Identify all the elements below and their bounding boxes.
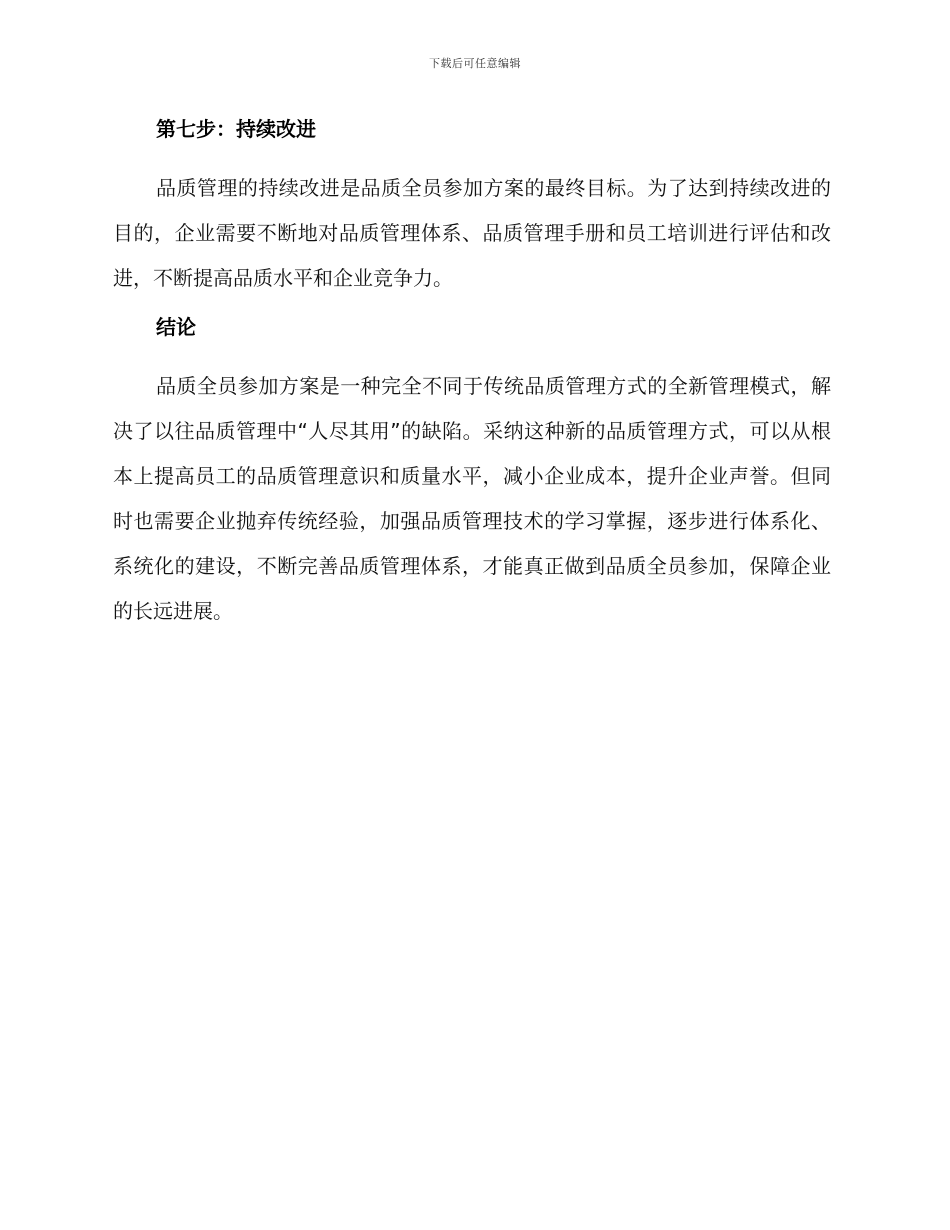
step7-paragraph: 品质管理的持续改进是品质全员参加方案的最终目标。为了达到持续改进的目的，企业需要不断地对品质管理体系、品质管理手册和员工培训进行评估和改进，不断提高品质水平和企业竞争力。 xyxy=(113,176,831,290)
step7-heading: 第七步：持续改进 xyxy=(156,117,316,141)
conclusion-paragraph: 品质全员参加方案是一种完全不同于传统品质管理方式的全新管理模式，解决了以往品质管理中“人尽其用”的缺陷。采纳这种新的品质管理方式，可以从根本上提高员工的品质管理意识和质量水平，减小企业成本，提升企业声誉。但同时也需要企业抛弃传统经验，加强品质管理技术的学习掌握，逐步进行体系化、系统化的建设，不断完善品质管理体系，才能真正做到品质全员参加，保障企业的长远进展。 xyxy=(113,374,831,623)
section-spacer xyxy=(113,301,831,311)
document-body xyxy=(113,113,831,634)
section-conclusion xyxy=(113,311,831,634)
section-step7 xyxy=(113,113,831,301)
conclusion-heading: 结论 xyxy=(156,315,196,339)
page-header-note: 下载后可任意编辑 xyxy=(429,57,521,70)
